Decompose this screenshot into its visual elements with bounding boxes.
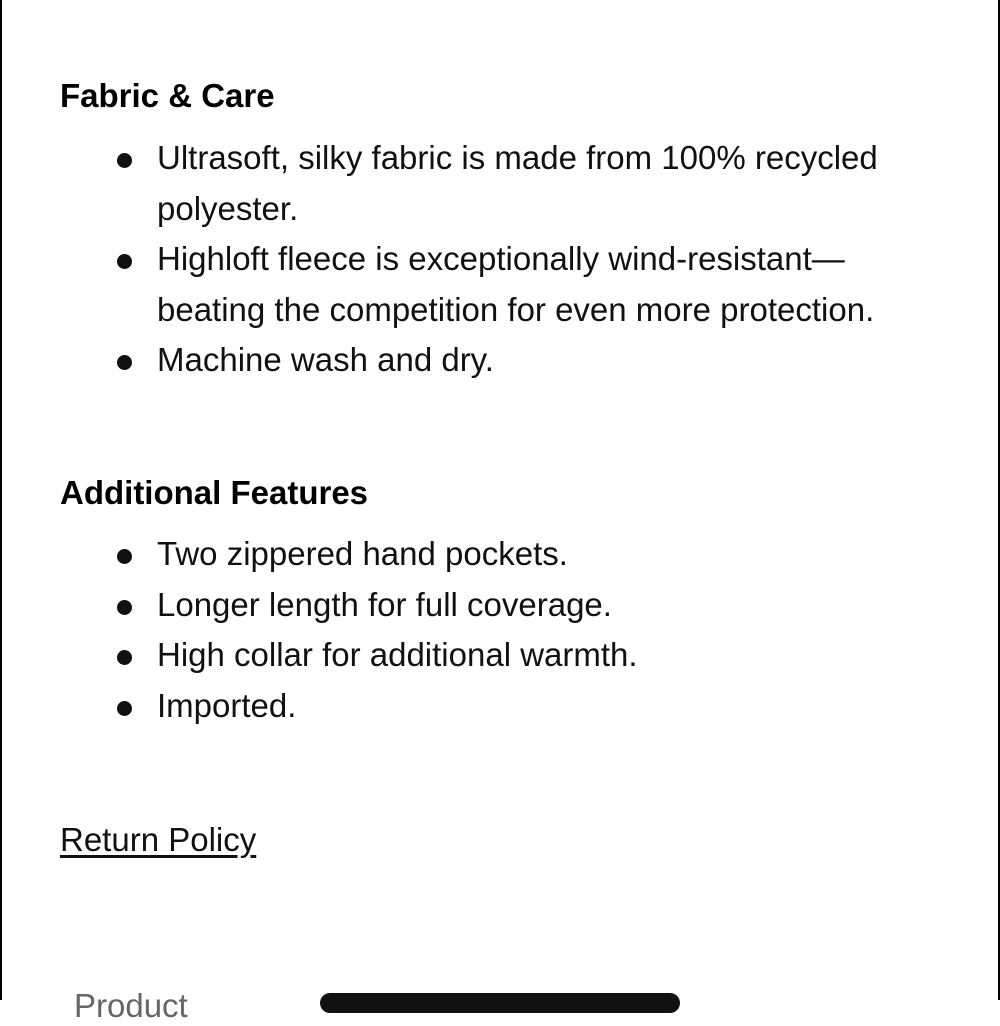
fabric-care-heading: Fabric & Care <box>60 77 275 114</box>
bottom-action-button[interactable] <box>320 993 680 1013</box>
footer-cut-text: Product <box>74 987 188 1024</box>
list-item <box>110 580 930 631</box>
list-item <box>110 133 930 234</box>
bullet-icon <box>117 600 132 615</box>
list-item-text: High collar for additional warmth. <box>157 636 638 673</box>
bullet-icon <box>117 355 132 370</box>
bullet-icon <box>117 650 132 665</box>
additional-features-list <box>110 529 930 731</box>
list-item-text: Highloft fleece is exceptionally wind-resistant—beating the competition for even more protection. <box>157 240 875 328</box>
return-policy-link[interactable]: Return Policy <box>60 821 257 858</box>
list-item-text: Imported. <box>157 686 297 724</box>
bullet-icon <box>117 153 132 168</box>
list-item-text: Machine wash and dry. <box>157 341 494 378</box>
list-item <box>110 630 930 681</box>
bullet-icon <box>117 701 132 716</box>
list-item-text: Two zippered hand pockets. <box>157 535 568 572</box>
list-item <box>110 681 930 732</box>
list-item <box>110 529 930 580</box>
list-item-text: Ultrasoft, silky fabric is made from 100% recycled polyester. <box>157 139 878 227</box>
bullet-icon <box>117 254 132 269</box>
list-item <box>110 335 930 386</box>
list-item-text: Longer length for full coverage. <box>157 585 612 623</box>
fabric-care-list <box>110 133 930 386</box>
list-item <box>110 234 930 335</box>
bullet-icon <box>117 549 132 564</box>
additional-features-heading: Additional Features <box>60 474 369 511</box>
